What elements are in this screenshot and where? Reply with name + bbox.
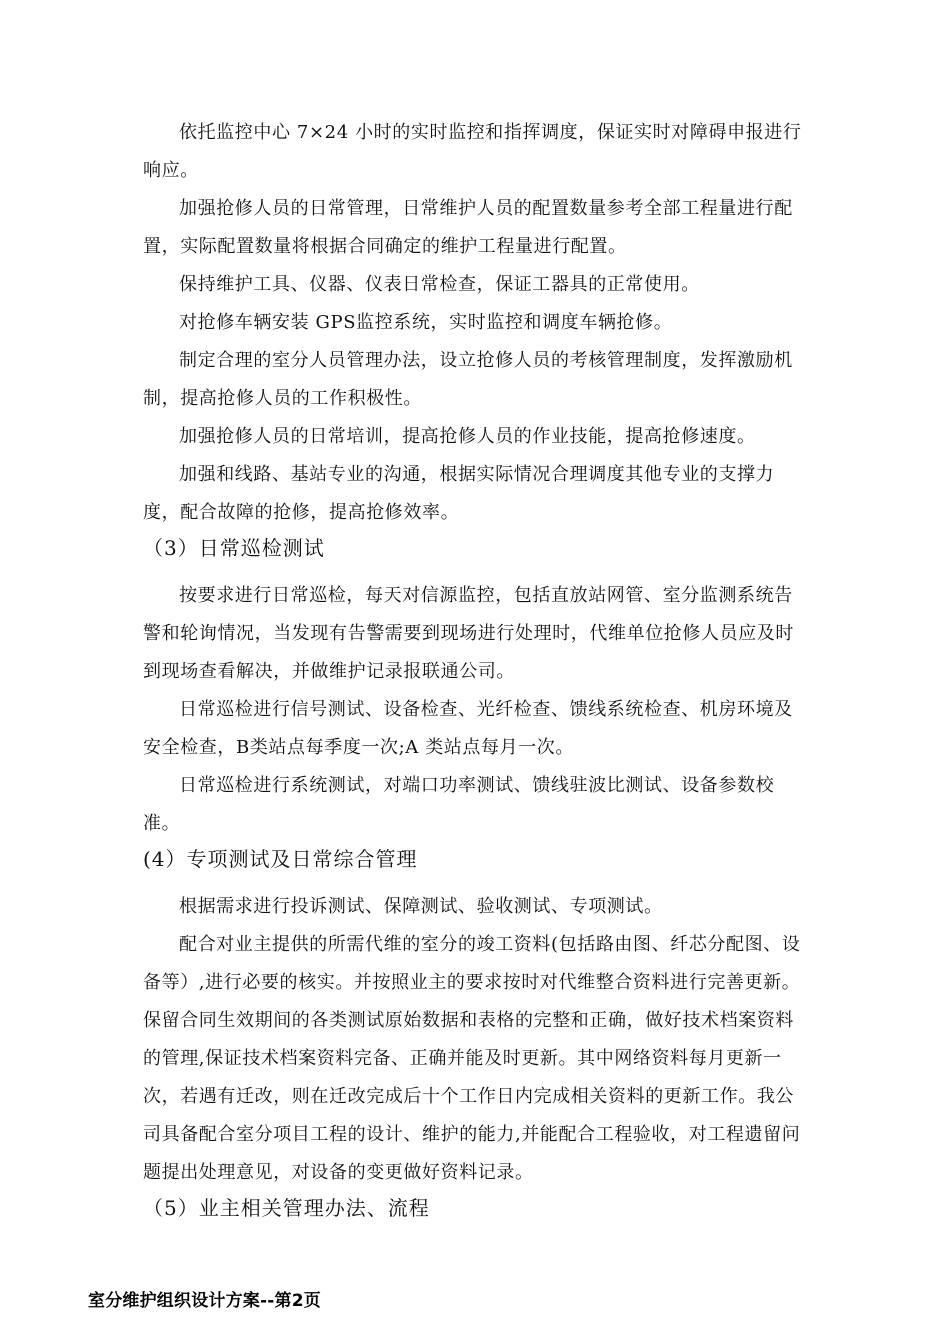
paragraph: 依托监控中心 7×24 小时的实时监控和指挥调度，保证实时对障碍申报进行响应。	[143, 122, 802, 181]
section-heading: （5）业主相关管理办法、流程	[143, 1196, 430, 1220]
paragraph: 按要求进行日常巡检，每天对信源监控，包括直放站网管、室分监测系统告警和轮询情况，当发现有告警需要到现场进行处理时，代维单位抢修人员应及时到现场查看解决，并做维护记录报联通公司。	[143, 585, 794, 682]
paragraph: 加强抢修人员的日常培训，提高抢修人员的作业技能，提高抢修速度。	[179, 426, 756, 447]
section-heading: （3）日常巡检测试	[143, 536, 325, 560]
paragraph: 加强抢修人员的日常管理，日常维护人员的配置数量参考全部工程量进行配置，实际配置数量将根据合同确定的维护工程量进行配置。	[143, 198, 793, 257]
paragraph: 日常巡检进行系统测试，对端口功率测试、馈线驻波比测试、设备参数校准。	[143, 775, 775, 834]
paragraph: 对抢修车辆安装 GPS监控系统，实时监控和调度车辆抢修。	[179, 312, 673, 333]
paragraph: 制定合理的室分人员管理办法，设立抢修人员的考核管理制度，发挥激励机制，提高抢修人员的工作积极性。	[143, 350, 793, 409]
paragraph: 根据需求进行投诉测试、保障测试、验收测试、专项测试。	[179, 896, 663, 917]
paragraph: 日常巡检进行信号测试、设备检查、光纤检查、馈线系统检查、机房环境及安全检查，B类站点每季度一次;A 类站点每月一次。	[143, 699, 793, 758]
paragraph: 加强和线路、基站专业的沟通，根据实际情况合理调度其他专业的支撑力度，配合故障的抢修，提高抢修效率。	[143, 464, 775, 523]
paragraph: 配合对业主提供的所需代维的室分的竣工资料(包括路由图、纤芯分配图、设备等）,进行必要的核实。并按照业主的要求按时对代维整合资料进行完善更新。保留合同生效期间的各类测试原始数据和表格的完整和正确，做好技术档案资料的管理,保证技术档案资料完备、正确并能及时更新。其中网络资料每月更新一次，若遇有迁改，则在迁改完成后十个工作日内完成相关资料的更新工作。我公司具备配合室分项目工程的设计、维护的能力,并能配合工程验收，对工程遗留问题提出处理意见，对设备的变更做好资料记录。	[143, 934, 801, 1183]
page-footer: 室分维护组织设计方案--第2页	[88, 1291, 321, 1311]
section-heading: (4）专项测试及日常综合管理	[143, 847, 418, 871]
document-body	[143, 114, 811, 1237]
paragraph: 保持维护工具、仪器、仪表日常检查，保证工器具的正常使用。	[179, 274, 700, 295]
